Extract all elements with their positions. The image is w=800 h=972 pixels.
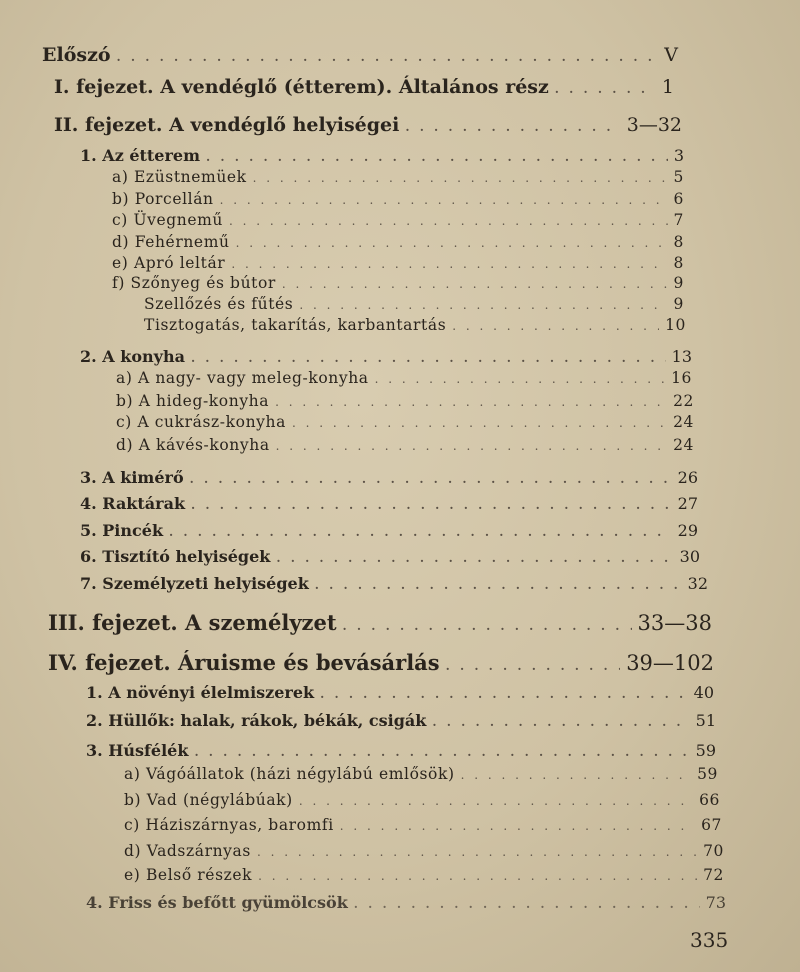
toc-entry-chapter-4 xyxy=(48,650,714,675)
leader-dots xyxy=(236,236,668,250)
leader-dots xyxy=(461,768,691,782)
toc-entry-section xyxy=(80,146,684,165)
toc-entry-section xyxy=(80,521,698,540)
toc-entry-chapter-3 xyxy=(48,610,712,635)
entry-label: 7. Személyzeti helyiségek xyxy=(80,574,309,593)
entry-page: 3—32 xyxy=(626,114,682,136)
leader-dots xyxy=(276,439,667,453)
entry-page: 9 xyxy=(673,274,684,292)
entry-page: 24 xyxy=(673,436,694,454)
entry-label: 1. A növényi élelmiszerek xyxy=(86,683,315,702)
leader-dots xyxy=(340,819,695,833)
leader-dots xyxy=(190,472,672,486)
toc-entry-subsection xyxy=(112,190,684,208)
entry-label: Szellőzés és fűtés xyxy=(144,295,294,313)
entry-label: a) Vágóállatok (házi négylábú emlősök) xyxy=(124,765,455,783)
toc-entry-section xyxy=(86,683,714,702)
entry-page: 5 xyxy=(673,168,684,186)
entry-page: 13 xyxy=(671,347,692,366)
entry-page: 40 xyxy=(693,683,714,702)
leader-dots xyxy=(257,845,697,859)
entry-page: 1 xyxy=(661,76,674,98)
leader-dots xyxy=(191,351,666,365)
leader-dots xyxy=(432,715,689,729)
leader-dots xyxy=(276,551,673,565)
toc-entry-section xyxy=(86,711,716,730)
entry-page: 59 xyxy=(697,765,718,783)
leader-dots xyxy=(220,193,668,207)
entry-label: 2. A konyha xyxy=(80,347,185,366)
entry-label: 4. Friss és befőtt gyümölcsök xyxy=(86,893,348,912)
leader-dots xyxy=(275,395,667,409)
toc-entry-subsection xyxy=(144,316,686,334)
leader-dots xyxy=(375,372,665,386)
entry-label: IV. fejezet. Áruisme és bevásárlás xyxy=(48,650,440,675)
entry-label: 2. Hüllők: halak, rákok, békák, csigák xyxy=(86,711,427,730)
leader-dots xyxy=(282,277,668,291)
entry-label: c) A cukrász-konyha xyxy=(116,413,286,431)
toc-entry-subsection xyxy=(112,233,684,251)
entry-label: I. fejezet. A vendéglő (étterem). Általános rész xyxy=(54,76,549,98)
entry-page: 32 xyxy=(687,574,708,593)
entry-page: 22 xyxy=(673,392,694,410)
toc-entry-section xyxy=(80,574,708,593)
entry-page: 16 xyxy=(671,369,692,387)
entry-label: a) A nagy- vagy meleg-konyha xyxy=(116,369,369,387)
entry-label: a) Ezüstnemüek xyxy=(112,168,247,186)
toc-entry-chapter-2 xyxy=(54,114,682,136)
leader-dots xyxy=(405,120,620,134)
leader-dots xyxy=(231,257,667,271)
leader-dots xyxy=(117,50,659,64)
entry-label: b) Vad (négylábúak) xyxy=(124,791,293,809)
toc-entry-section xyxy=(86,893,726,912)
toc-entry-section xyxy=(80,547,700,566)
leader-dots xyxy=(446,659,621,673)
entry-label: d) A kávés-konyha xyxy=(116,436,270,454)
leader-dots xyxy=(555,82,656,96)
page-number: 335 xyxy=(690,928,729,952)
entry-label: Tisztogatás, takarítás, karbantartás xyxy=(144,316,447,334)
entry-label: d) Vadszárnyas xyxy=(124,842,251,860)
entry-page: 10 xyxy=(665,316,686,334)
toc-entry-section xyxy=(86,741,716,760)
entry-page: 72 xyxy=(703,866,724,884)
entry-page: 59 xyxy=(695,741,716,760)
entry-page: 70 xyxy=(703,842,724,860)
toc-entry-subsection xyxy=(116,392,694,410)
entry-label: 4. Raktárak xyxy=(80,494,186,513)
entry-page: 7 xyxy=(673,211,684,229)
leader-dots xyxy=(315,578,682,592)
entry-label: b) Porcellán xyxy=(112,190,214,208)
toc-entry-subsection xyxy=(124,791,720,809)
entry-page: 30 xyxy=(679,547,700,566)
entry-page: 3 xyxy=(673,146,684,165)
leader-dots xyxy=(258,869,697,883)
leader-dots xyxy=(253,171,668,185)
entry-page: 51 xyxy=(695,711,716,730)
entry-label: c) Üvegnemű xyxy=(112,211,224,229)
entry-label: c) Háziszárnyas, baromfi xyxy=(124,816,334,834)
entry-page: 9 xyxy=(673,295,684,313)
entry-page: 8 xyxy=(673,233,684,251)
toc-entry-subsection xyxy=(116,413,694,431)
entry-page: 33—38 xyxy=(637,611,712,635)
leader-dots xyxy=(169,525,672,539)
leader-dots xyxy=(292,416,667,430)
entry-label: 5. Pincék xyxy=(80,521,164,540)
entry-page: 39—102 xyxy=(626,651,714,675)
entry-page: 66 xyxy=(699,791,720,809)
toc-entry-section xyxy=(80,468,698,487)
leader-dots xyxy=(452,319,659,333)
toc-entry-subsection xyxy=(116,369,692,387)
entry-label: II. fejezet. A vendéglő helyiségei xyxy=(54,114,400,136)
toc-entry-subsection xyxy=(124,765,718,783)
entry-page: 67 xyxy=(701,816,722,834)
entry-page: V xyxy=(664,44,678,66)
entry-label: b) A hideg-konyha xyxy=(116,392,270,410)
entry-label: e) Belső részek xyxy=(124,866,253,884)
entry-label: Előszó xyxy=(42,44,111,66)
entry-label: d) Fehérnemű xyxy=(112,233,230,251)
toc-entry-subsection xyxy=(124,842,724,860)
entry-label: 3. A kimérő xyxy=(80,468,184,487)
entry-label: f) Szőnyeg és bútor xyxy=(112,274,276,292)
toc-entry-foreword xyxy=(42,44,678,66)
toc-entry-subsection xyxy=(112,211,684,229)
leader-dots xyxy=(299,794,693,808)
leader-dots xyxy=(299,298,667,312)
toc-entry-subsection xyxy=(124,866,724,884)
entry-label: 6. Tisztító helyiségek xyxy=(80,547,271,566)
entry-page: 29 xyxy=(677,521,698,540)
entry-page: 26 xyxy=(677,468,698,487)
toc-entry-section xyxy=(80,494,698,513)
toc-entry-subsection xyxy=(144,295,684,313)
toc-entry-subsection xyxy=(112,254,684,272)
entry-label: III. fejezet. A személyzet xyxy=(48,610,337,635)
entry-label: e) Apró leltár xyxy=(112,254,226,272)
toc-entry-chapter-1 xyxy=(54,76,674,98)
leader-dots xyxy=(191,498,672,512)
leader-dots xyxy=(194,745,689,759)
leader-dots xyxy=(354,897,700,911)
leader-dots xyxy=(229,214,668,228)
entry-label: 3. Húsfélék xyxy=(86,741,189,760)
toc-entry-subsection xyxy=(124,816,722,834)
entry-page: 27 xyxy=(677,494,698,513)
entry-page: 24 xyxy=(673,413,694,431)
leader-dots xyxy=(206,150,668,164)
entry-label: 1. Az étterem xyxy=(80,146,201,165)
toc-entry-subsection xyxy=(112,168,684,186)
entry-page: 8 xyxy=(673,254,684,272)
entry-page: 73 xyxy=(705,893,726,912)
leader-dots xyxy=(320,687,688,701)
toc-entry-subsection xyxy=(116,436,694,454)
toc-entry-subsection xyxy=(112,274,684,292)
toc-entry-section xyxy=(80,347,692,366)
leader-dots xyxy=(343,619,632,633)
entry-page: 6 xyxy=(673,190,684,208)
